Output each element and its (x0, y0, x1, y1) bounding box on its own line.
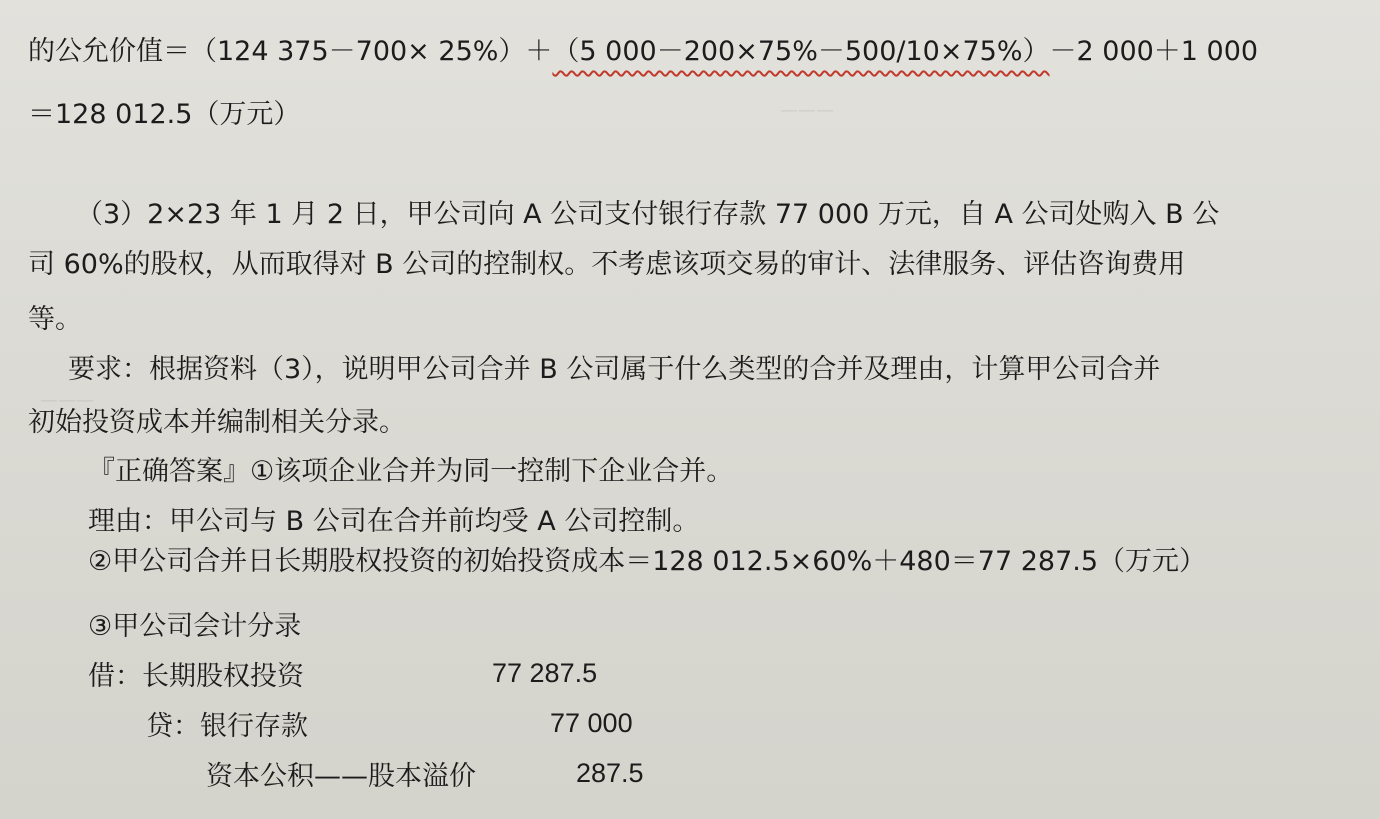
journal-credit-bank-amount: 77 000 (550, 708, 633, 738)
formula-suffix: －2 000＋1 000 (1049, 36, 1259, 67)
answer-reason: 理由：甲公司与 B 公司在合并前均受 A 公司控制。 (88, 506, 700, 537)
requirement-line-2: 初始投资成本并编制相关分录。 (28, 407, 406, 438)
formula-prefix: 的公允价值＝（124 375－700× 25%）＋ (28, 36, 553, 67)
formula-line-2: ＝128 012.5（万元） (28, 99, 301, 130)
answer-line-1: 『正确答案』①该项企业合并为同一控制下企业合并。 (88, 456, 734, 487)
answer-journal-heading: ③甲公司会计分录 (88, 611, 302, 642)
question-line-1: （3）2×23 年 1 月 2 日，甲公司向 A 公司支付银行存款 77 000 万元，自 A 公司处购入 B 公 (76, 199, 1220, 230)
bleed-through-text: ——— (40, 390, 94, 411)
bleed-through-text: ——— (780, 100, 834, 121)
journal-credit-capital-label: 资本公积——股本溢价 (206, 761, 476, 792)
journal-debit-amount: 77 287.5 (492, 658, 598, 688)
question-line-2: 司 60%的股权，从而取得对 B 公司的控制权。不考虑该项交易的审计、法律服务、评估咨询费用 (28, 249, 1186, 280)
journal-credit-bank-label: 贷：银行存款 (146, 711, 308, 742)
question-line-3: 等。 (28, 304, 82, 335)
journal-debit-label: 借：长期股权投资 (88, 661, 304, 692)
journal-credit-capital-amount: 287.5 (576, 758, 644, 788)
formula-line-1 (28, 38, 1258, 65)
answer-calculation: ②甲公司合并日长期股权投资的初始投资成本＝128 012.5×60%＋480＝77 287.5（万元） (88, 546, 1207, 577)
requirement-line-1: 要求：根据资料（3），说明甲公司合并 B 公司属于什么类型的合并及理由，计算甲公司合并 (68, 354, 1161, 385)
formula-underlined-term: （5 000－200×75%－500/10×75%） (552, 36, 1050, 67)
